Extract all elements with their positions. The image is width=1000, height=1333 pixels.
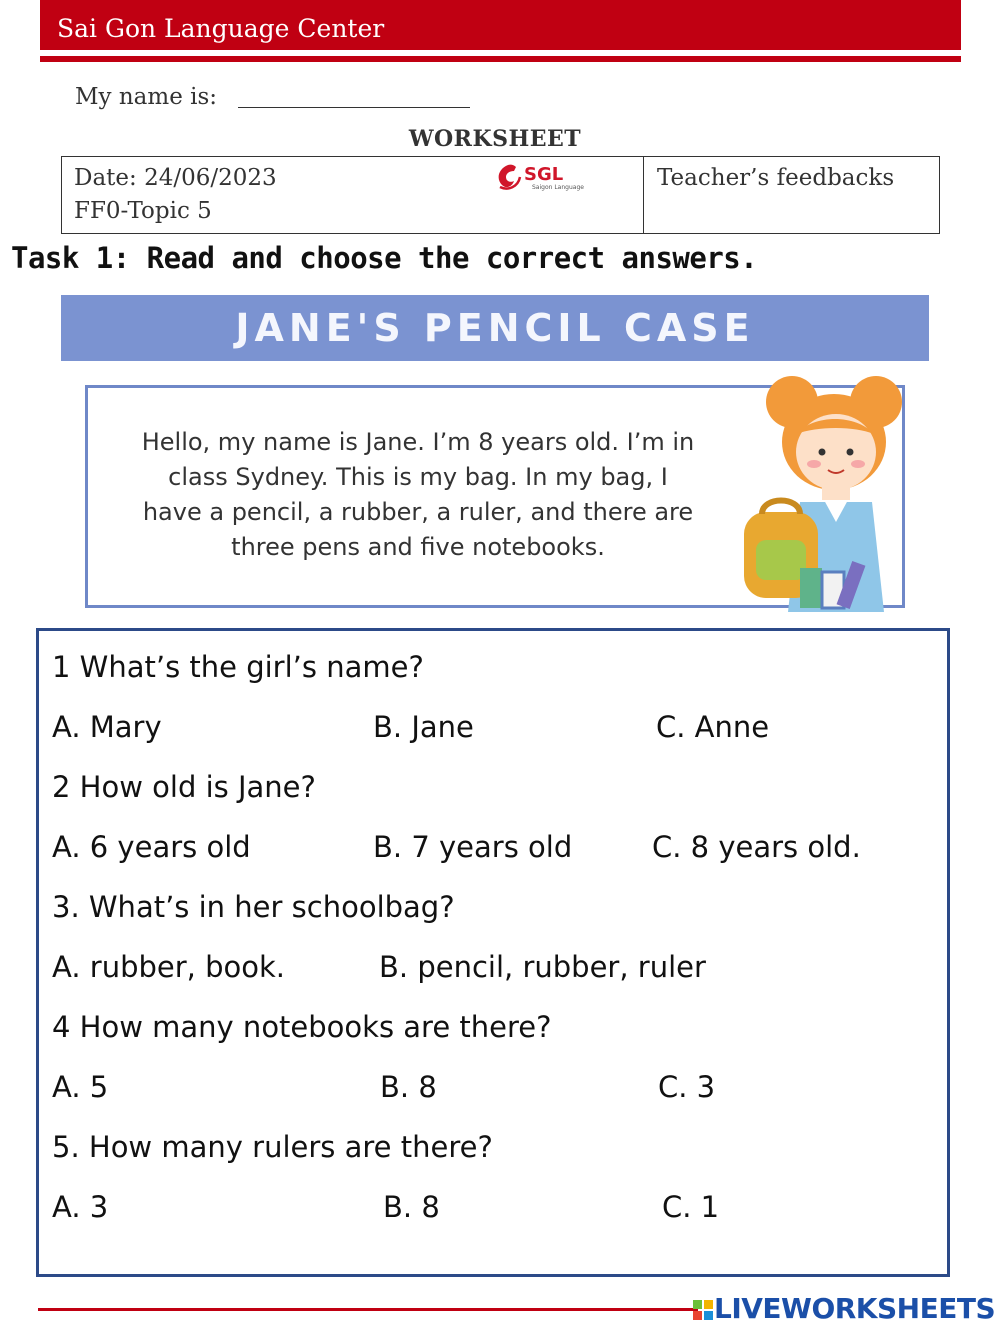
girl-with-schoolbag-illustration	[734, 372, 914, 612]
q4-option-a[interactable]: A. 5	[52, 1070, 109, 1104]
header-rule	[40, 56, 961, 62]
passage-line: three pens and five notebooks.	[231, 533, 605, 561]
sgl-logo	[494, 161, 589, 193]
q1-option-c[interactable]: C. Anne	[656, 710, 770, 744]
question-4: 4 How many notebooks are there?	[52, 1010, 552, 1044]
q4-option-b[interactable]: B. 8	[380, 1070, 437, 1104]
teacher-feedback-label: Teacher’s feedbacks	[657, 165, 895, 191]
info-table-divider	[643, 156, 644, 234]
name-input-line[interactable]	[238, 107, 470, 108]
reading-passage	[98, 425, 738, 565]
q3-option-b[interactable]: B. pencil, rubber, ruler	[379, 950, 706, 984]
logo-subtext: Saigon Language	[532, 184, 584, 191]
footer-rule	[38, 1308, 698, 1311]
liveworksheets-brand	[692, 1292, 995, 1325]
topic-text: FF0-Topic 5	[74, 198, 212, 224]
question-5: 5. How many rulers are there?	[52, 1130, 493, 1164]
q5-option-b[interactable]: B. 8	[383, 1190, 440, 1224]
q1-option-a[interactable]: A. Mary	[52, 710, 162, 744]
q5-option-a[interactable]: A. 3	[52, 1190, 109, 1224]
logo-text: SGL	[524, 164, 564, 185]
passage-line: have a pencil, a rubber, a ruler, and there are	[142, 498, 694, 526]
q2-option-c[interactable]: C. 8 years old.	[652, 830, 861, 864]
question-2: 2 How old is Jane?	[52, 770, 316, 804]
q4-option-c[interactable]: C. 3	[658, 1070, 716, 1104]
date-text: Date: 24/06/2023	[74, 165, 277, 191]
worksheet-title: WORKSHEET	[408, 126, 582, 152]
q5-option-c[interactable]: C. 1	[662, 1190, 720, 1224]
reading-banner-title: JANE'S PENCIL CASE	[235, 306, 755, 350]
q2-option-a[interactable]: A. 6 years old	[52, 830, 251, 864]
header-title: Sai Gon Language Center	[57, 14, 385, 43]
q2-option-b[interactable]: B. 7 years old	[373, 830, 573, 864]
passage-line: class Sydney. This is my bag. In my bag, I	[168, 463, 668, 491]
question-3: 3. What’s in her schoolbag?	[52, 890, 455, 924]
task-title: Task 1: Read and choose the correct answers.	[11, 241, 758, 275]
liveworksheets-logo-icon	[692, 1299, 714, 1321]
liveworksheets-text: LIVEWORKSHEETS	[714, 1292, 996, 1325]
q3-option-a[interactable]: A. rubber, book.	[52, 950, 285, 984]
name-label: My name is:	[75, 84, 218, 110]
passage-line: Hello, my name is Jane. I’m 8 years old. I’m in	[141, 428, 695, 456]
question-1: 1 What’s the girl’s name?	[52, 650, 424, 684]
q1-option-b[interactable]: B. Jane	[373, 710, 474, 744]
